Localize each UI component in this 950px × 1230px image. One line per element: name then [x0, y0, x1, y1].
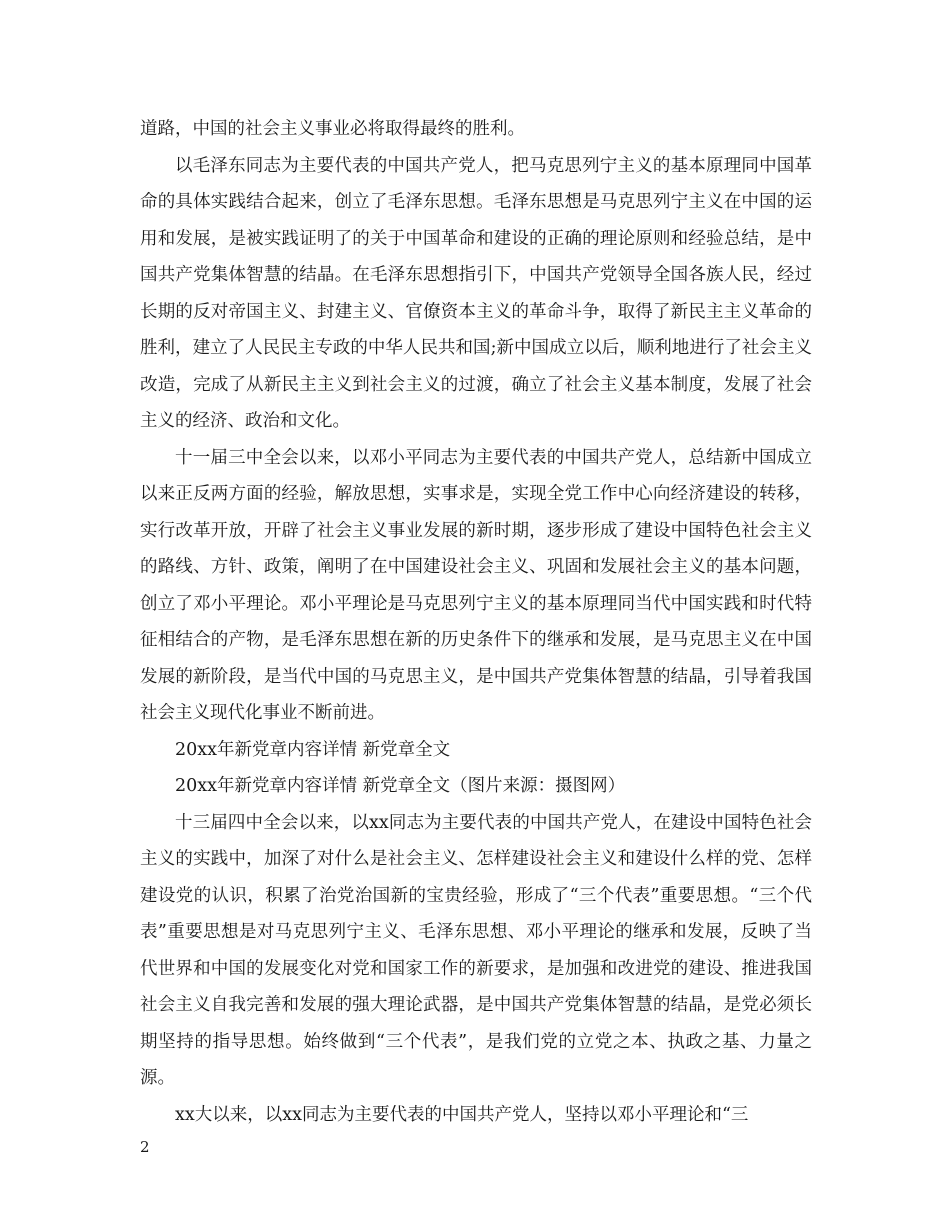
paragraph-image-caption: 20xx年新党章内容详情 新党章全文: [175, 739, 451, 760]
paragraph-three-represents: 十三届四中全会以来，以xx同志为主要代表的中国共产党人，在建设中国特色社会主义的实践中，加深了对什么是社会主义、怎样建设社会主义和建设什么样的党、怎样建设党的认识，积累了治党治国新的宝贵经验，形成了“三个代表”重要思想。“三个代表”重要思想是对马克思列宁主义、毛泽东思想、邓小平理论的继承和发展，反映了当代世界和中国的发展变化对党和国家工作的新要求，是加强和改进党的建设、推进我国社会主义自我完善和发展的强大理论武器，是中国共产党集体智慧的结晶，是党必须长期坚持的指导思想。始终做到“三个代表”，是我们党的立党之本、执政之基、力量之源。: [140, 812, 812, 1088]
paragraph-continuation: 道路，中国的社会主义事业必将取得最终的胜利。: [140, 119, 525, 139]
paragraph-mao-zedong-thought: 以毛泽东同志为主要代表的中国共产党人，把马克思列宁主义的基本原理同中国革命的具体实践结合起来，创立了毛泽东思想。毛泽东思想是马克思列宁主义在中国的运用和发展，是被实践证明了的关于中国革命和建设的正确的理论原则和经验总结，是中国共产党集体智慧的结晶。在毛泽东思想指引下，中国共产党领导全国各族人民，经过长期的反对帝国主义、封建主义、官僚资本主义的革命斗争，取得了新民主主义革命的胜利，建立了人民民主专政的中华人民共和国;新中国成立以后，顺利地进行了社会主义改造，完成了从新民主主义到社会主义的过渡，确立了社会主义基本制度，发展了社会主义的经济、政治和文化。: [140, 155, 812, 431]
paragraph-since-congress: xx大以来，以xx同志为主要代表的中国共产党人，坚持以邓小平理论和“三: [175, 1104, 749, 1125]
paragraph-deng-xiaoping-theory: 十一届三中全会以来，以邓小平同志为主要代表的中国共产党人，总结新中国成立以来正反两方面的经验，解放思想，实事求是，实现全党工作中心向经济建设的转移，实行改革开放，开辟了社会主义事业发展的新时期，逐步形成了建设中国特色社会主义的路线、方针、政策，阐明了在中国建设社会主义、巩固和发展社会主义的基本问题，创立了邓小平理论。邓小平理论是马克思列宁主义的基本原理同当代中国实践和时代特征相结合的产物，是毛泽东思想在新的历史条件下的继承和发展，是马克思主义在中国发展的新阶段，是当代中国的马克思主义，是中国共产党集体智慧的结晶，引导着我国社会主义现代化事业不断前进。: [140, 447, 812, 723]
page-number: 2: [140, 1138, 150, 1156]
paragraph-image-source: 20xx年新党章内容详情 新党章全文（图片来源：摄图网）: [175, 776, 626, 796]
body-text: [140, 111, 812, 1133]
